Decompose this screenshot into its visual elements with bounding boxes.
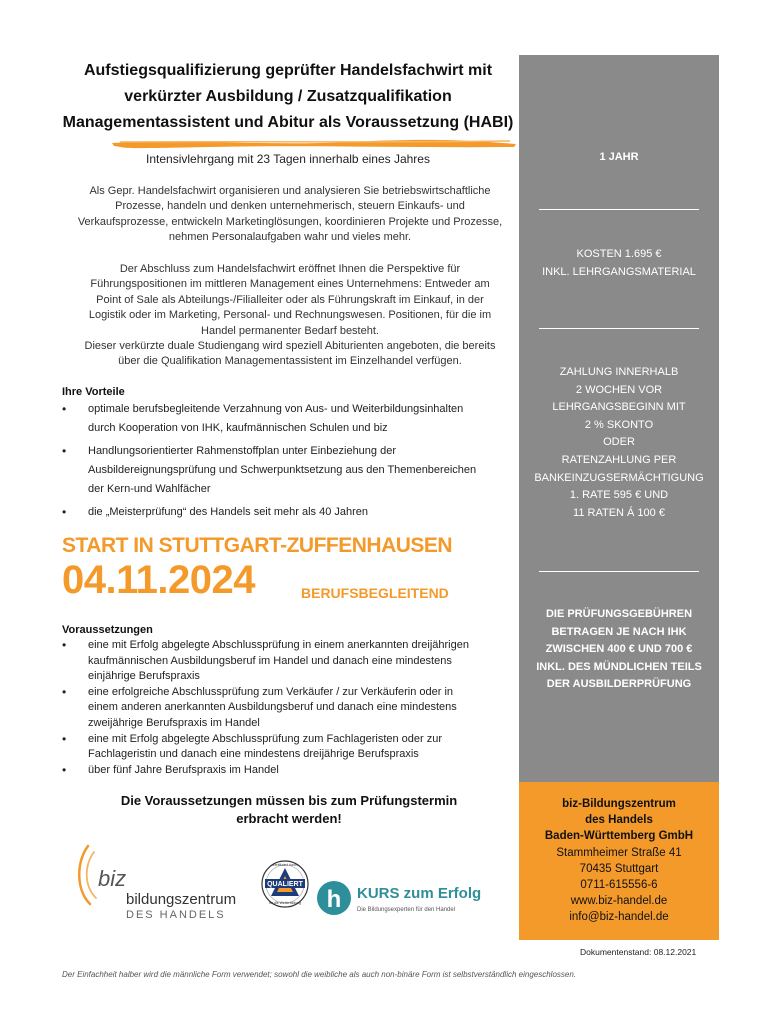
start-date: 04.11.2024 — [62, 558, 255, 602]
list-item-line: kaufmännischen Ausbildungsberuf im Handel und danach eine mindestens — [88, 654, 452, 667]
payment-line: BANKEINZUGSERMÄCHTIGUNG — [534, 471, 704, 484]
qualiert-bottom-text: für die Weiterbildung — [268, 901, 302, 905]
list-item-line: einem anderen anerkannten Ausbildungsberuf und danach eine mindestens — [88, 701, 457, 714]
payment-line: 1. RATE 595 € UND — [569, 489, 669, 502]
document-title — [50, 58, 526, 136]
contact-org-3: Baden-Württemberg GmbH — [544, 830, 694, 843]
course-subtitle: Intensivlehrgang mit 23 Tagen innerhalb eines Jahres — [146, 152, 430, 166]
fees-line: DIE PRÜFUNGSGEBÜHREN — [545, 608, 693, 620]
payment-line: 2 WOCHEN VOR — [575, 383, 663, 396]
info-sidebar — [519, 55, 719, 782]
list-item-line: • eine mit Erfolg abgelegte Abschlussprüfung in einem anerkannten dreijährigen — [88, 639, 469, 651]
contact-email-link[interactable]: info@biz-handel.de — [569, 911, 669, 924]
payment-line: 11 RATEN Á 100 € — [573, 506, 665, 519]
payment-line: ODER — [603, 436, 635, 449]
biz-mark-text: biz — [98, 866, 127, 891]
intro-line: Verkaufsprozesse, entwickeln Marketinglösungen, koordinieren Projekte und Prozesse, — [77, 215, 503, 228]
intro-line: über die Qualifikation Managementassistent im Einzelhandel verfügen. — [118, 355, 462, 368]
kurs-mark-text: h — [326, 886, 342, 913]
fees-line: INKL. DES MÜNDLICHEN TEILS — [536, 660, 702, 673]
intro-line: Der Abschluss zum Handelsfachwirt eröffnet Ihnen die Perspektive für — [119, 263, 461, 275]
fees-line: DER AUSBILDERPRÜFUNG — [546, 678, 692, 691]
start-mode: BERUFSBEGLEITEND — [301, 585, 449, 601]
contact-org-1: biz-Bildungszentrum — [562, 798, 676, 810]
intro-line: Prozesse, handeln und denken unternehmerisch, steuern Einkaufs- und — [115, 200, 465, 213]
fees-line: BETRAGEN JE NACH IHK — [551, 625, 687, 638]
list-item — [62, 442, 512, 499]
intro-line: Logistik oder im Marketing, Personal- und Rechnungswesen. Positionen, für die im — [88, 309, 492, 322]
document-date: Dokumentenstand: 08.12.2021 — [580, 947, 697, 957]
list-item-line: einjährige Berufspraxis — [88, 670, 200, 683]
notice-line: erbracht werden! — [236, 811, 342, 826]
list-item-line: • optimale berufsbegleitende Verzahnung von Aus- und Weiterbildungsinhalten — [88, 403, 464, 415]
contact-details — [519, 796, 719, 926]
fees-block — [519, 606, 719, 694]
kurs-zum-erfolg-logo — [315, 876, 495, 920]
contact-website-link[interactable]: www.biz-handel.de — [570, 895, 668, 908]
contact-box — [519, 782, 719, 940]
list-item-line: • Handlungsorientierter Rahmenstoffplan unter Einbeziehung der — [88, 445, 396, 457]
sidebar-divider — [539, 571, 699, 572]
requirements-section — [62, 624, 512, 778]
list-item-line: Ausbildereignungsprüfung und Schwerpunktsetzung aus den Themenbereichen — [88, 464, 477, 476]
title-line-2: verkürzter Ausbildung / Zusatzqualifikation — [124, 88, 452, 105]
list-item-line: Fachlageristin und danach eine mindestens dreijährige Berufspraxis — [88, 748, 419, 761]
list-item-line: • eine mit Erfolg abgelegte Abschlussprüfung zum Fachlageristen oder zur — [88, 732, 443, 745]
list-item — [62, 503, 512, 522]
list-item-line: der Kern-und Wahlfächer — [88, 483, 211, 495]
requirements-heading: Voraussetzungen — [62, 624, 153, 636]
sidebar-divider — [539, 328, 699, 329]
biz-logo — [74, 842, 254, 922]
payment-line: RATENZAHLUNG PER — [561, 453, 677, 466]
gender-disclaimer: Der Einfachheit halber wird die männliche Form verwendet; sowohl die weibliche als auch non-binäre Form ist selbstverständlich eingeschlossen. — [62, 970, 577, 979]
intro-line: nehmen Personalaufgaben wahr und vieles mehr. — [168, 231, 412, 244]
list-item-line: • die „Meisterprüfung“ des Handels seit mehr als 40 Jahren — [88, 506, 369, 518]
cost-line: KOSTEN 1.695 € — [576, 248, 662, 260]
kurs-tagline-text: Die Bildungsexperten für den Handel — [357, 907, 456, 913]
list-item — [62, 763, 512, 779]
requirements-list — [62, 638, 512, 778]
payment-block — [519, 364, 719, 522]
payment-line: ZAHLUNG INNERHALB — [559, 366, 679, 378]
sidebar-divider — [539, 209, 699, 210]
intro-paragraph-1 — [60, 184, 520, 246]
intro-line: Handel permanenter Bedarf besteht. — [201, 324, 379, 337]
kurs-name-text: KURS zum Erfolg — [357, 885, 482, 902]
list-item-line: zweijährige Berufspraxis im Handel — [88, 716, 260, 729]
cost-line: INKL. LEHRGANGSMATERIAL — [542, 265, 696, 278]
duration-label: 1 JAHR — [599, 151, 639, 163]
qualiert-top-text: Zertifiziert durch — [272, 863, 298, 867]
qualiert-text: QUALIERT — [267, 881, 303, 888]
intro-paragraph-2 — [60, 262, 520, 370]
payment-line: 2 % SKONTO — [584, 418, 654, 431]
cost-block — [519, 246, 719, 281]
advantages-heading: Ihre Vorteile — [62, 386, 125, 398]
list-item-line: • eine erfolgreiche Abschlussprüfung zum Verkäufer / zur Verkäuferin oder in — [88, 685, 454, 698]
title-line-1: Aufstiegsqualifizierung geprüfter Handelsfachwirt mit — [83, 62, 493, 79]
advantages-list — [62, 400, 512, 522]
biz-word-2: DES HANDELS — [126, 909, 226, 921]
intro-line: Führungspositionen im mittleren Management eines Unternehmens: Entweder am — [90, 278, 490, 291]
contact-street: Stammheimer Straße 41 — [556, 846, 682, 859]
intro-line: Als Gepr. Handelsfachwirt organisieren und analysieren Sie betriebswirtschaftliche — [89, 185, 491, 197]
list-item-line: • über fünf Jahre Berufspraxis im Handel — [88, 763, 279, 776]
intro-line: Point of Sale als Abteilungs-/Filialleiter oder als Führungskraft im Einkauf, in der — [96, 293, 484, 306]
orange-brush-stroke — [110, 137, 518, 149]
biz-word-1: bildungszentrum — [126, 891, 237, 908]
contact-org-2: des Handels — [585, 814, 653, 827]
payment-line: LEHRGANGSBEGINN MIT — [552, 401, 686, 414]
qualiert-seal-logo — [260, 848, 310, 920]
list-item — [62, 732, 512, 763]
list-item-line: durch Kooperation von IHK, kaufmännischen Schulen und biz — [88, 422, 388, 434]
notice-line: Die Voraussetzungen müssen bis zum Prüfungstermin — [120, 793, 458, 808]
contact-phone: 0711-615556-6 — [580, 879, 658, 892]
contact-city: 70435 Stuttgart — [579, 862, 659, 875]
fees-line: ZWISCHEN 400 € UND 700 € — [545, 643, 693, 656]
requirements-notice — [84, 792, 494, 828]
advantages-section — [62, 386, 512, 526]
list-item — [62, 400, 512, 438]
title-line-3: Managementassistent und Abitur als Voraussetzung (HABI) — [62, 114, 514, 131]
intro-line: Dieser verkürzte duale Studiengang wird speziell Abiturienten angeboten, die bereits — [84, 340, 496, 353]
list-item — [62, 685, 512, 732]
list-item — [62, 638, 512, 685]
start-location: START IN STUTTGART-ZUFFENHAUSEN — [62, 534, 453, 557]
